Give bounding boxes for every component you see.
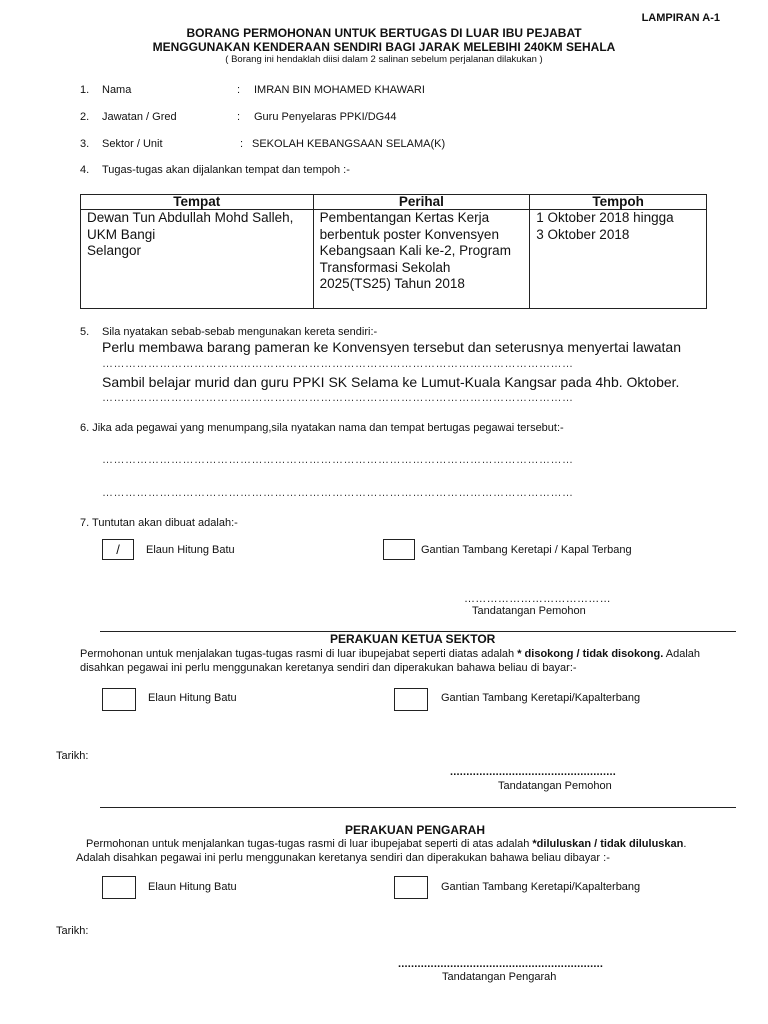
table-row [81, 210, 707, 309]
dotted-line[interactable]: …………………………………………………………………………………………………………… [102, 487, 574, 499]
perihal-line: Transformasi Sekolah [319, 259, 451, 275]
reason-answer-1[interactable]: Perlu membawa barang pameran ke Konvensyen tersebut dan seterusnya menyertai lawatan [102, 339, 681, 355]
checkbox-ks-elaun[interactable] [102, 688, 136, 711]
perihal-line: 2025(TS25) Tahun 2018 [319, 276, 465, 291]
pengarah-para-text-end: . [683, 838, 687, 850]
field-sector-num: 3. [80, 138, 90, 150]
perihal-line: Kebangsaan Kali ke-2, Program [319, 243, 511, 258]
field-sector-label: Sektor / Unit [102, 138, 163, 150]
field-position-label: Jawatan / Gred [102, 111, 177, 123]
label-gantian-tambang: Gantian Tambang Keretapi / Kapal Terbang [421, 544, 632, 556]
checkbox-pg-elaun[interactable] [102, 876, 136, 899]
item6-text: 6. Jika ada pegawai yang menumpang,sila nyatakan nama dan tempat bertugas pegawai tersebut:- [80, 422, 564, 434]
pengarah-para-text: Permohonan untuk menjalankan tugas-tugas rasmi di luar ibupejabat seperti di atas adalah [86, 838, 533, 850]
pengarah-decision[interactable]: *diluluskan / tidak diluluskan [532, 838, 684, 850]
field-name-value[interactable]: IMRAN BIN MOHAMED KHAWARI [254, 84, 425, 96]
signature-line[interactable]: ............................................................... [398, 958, 604, 970]
tempat-line: Dewan Tun Abdullah Mohd Salleh, [87, 210, 294, 225]
perihal-line: Pembentangan Kertas Kerja [319, 210, 490, 225]
cell-tempat[interactable] [81, 210, 314, 309]
label-ks-gantian: Gantian Tambang Keretapi/Kapalterbang [441, 692, 641, 704]
table-header-perihal: Perihal [313, 195, 530, 210]
ketua-sektor-para-text: Permohonan untuk menjalakan tugas-tugas rasmi di luar ibupejabat seperti diatas adalah [80, 648, 518, 660]
signature-label-pemohon-2: Tandatangan Pemohon [498, 780, 612, 792]
form-subtitle: ( Borang ini hendaklah diisi dalam 2 salinan sebelum perjalanan dilakukan ) [225, 54, 543, 65]
item5-num: 5. [80, 326, 90, 338]
signature-line[interactable]: ................................................... [450, 766, 617, 778]
dotted-line: …………………………………………………………………………………………………………… [102, 392, 574, 404]
field-name-sep: : [237, 84, 241, 96]
form-title-line1: BORANG PERMOHONAN UNTUK BERTUGAS DI LUAR IBU PEJABAT [186, 26, 582, 40]
table-header-tempoh: Tempoh [530, 195, 707, 210]
reason-answer-2[interactable]: Sambil belajar murid dan guru PPKI SK Selama ke Lumut-Kuala Kangsar pada 4hb. Oktober. [102, 374, 680, 390]
cell-tempoh[interactable] [530, 210, 707, 309]
tempoh-line: 1 Oktober 2018 hingga [536, 210, 674, 225]
cell-perihal[interactable] [313, 210, 530, 309]
field-sector-sep: : [240, 138, 244, 150]
signature-label-pemohon: Tandatangan Pemohon [472, 605, 586, 617]
perihal-line: berbentuk poster Konvensyen [319, 226, 499, 242]
checkbox-pg-gantian[interactable] [394, 876, 428, 899]
checkbox-ks-gantian[interactable] [394, 688, 428, 711]
field-position-num: 2. [80, 111, 90, 123]
field-position-value[interactable]: Guru Penyelaras PPKI/DG44 [254, 111, 397, 123]
item7-text: 7. Tuntutan akan dibuat adalah:- [80, 517, 238, 529]
table-header-tempat: Tempat [81, 195, 314, 210]
tarikh-label: Tarikh: [56, 925, 89, 937]
signature-line[interactable]: ………………………………… [464, 593, 611, 605]
label-elaun-hitung-batu: Elaun Hitung Batu [146, 544, 235, 556]
label-ks-elaun: Elaun Hitung Batu [148, 692, 237, 704]
form-title-line2: MENGGUNAKAN KENDERAAN SENDIRI BAGI JARAK MELEBIHI 240KM SEHALA [152, 40, 616, 54]
tarikh-label: Tarikh: [56, 750, 89, 762]
pengarah-paragraph-2: Adalah disahkan pegawai ini perlu menggunakan keretanya sendiri dan diperakukan bahawa beliau dibayar :- [76, 852, 610, 864]
section-title-ketua-sektor: PERAKUAN KETUA SEKTOR [330, 632, 496, 646]
ketua-sektor-para-text-end: Adalah [663, 648, 700, 660]
field-sector-value[interactable]: SEKOLAH KEBANGSAAN SELAMA(K) [252, 138, 446, 150]
field-name-num: 1. [80, 84, 90, 96]
item5-text: Sila nyatakan sebab-sebab mengunakan kereta sendiri:- [102, 326, 378, 338]
ketua-sektor-decision[interactable]: * disokong / tidak disokong. [517, 648, 664, 660]
checkbox-gantian-tambang[interactable] [383, 539, 415, 560]
ketua-sektor-paragraph-1 [80, 647, 740, 661]
item4-text: Tugas-tugas akan dijalankan tempat dan tempoh :- [102, 164, 350, 176]
pengarah-paragraph-1 [86, 837, 746, 851]
checkbox-elaun-hitung-batu[interactable]: / [102, 539, 134, 560]
label-pg-elaun: Elaun Hitung Batu [148, 881, 237, 893]
item4-num: 4. [80, 164, 90, 176]
field-position-sep: : [237, 111, 241, 123]
attachment-label: LAMPIRAN A-1 [641, 12, 720, 24]
tempat-line: UKM Bangi [87, 226, 156, 242]
section-title-pengarah: PERAKUAN PENGARAH [345, 823, 486, 837]
tempoh-line: 3 Oktober 2018 [536, 226, 630, 242]
label-pg-gantian: Gantian Tambang Keretapi/Kapalterbang [441, 881, 641, 893]
field-name-label: Nama [102, 84, 132, 96]
dotted-line[interactable]: …………………………………………………………………………………………………………… [102, 454, 574, 466]
tasks-table [80, 194, 707, 309]
signature-label-pengarah: Tandatangan Pengarah [442, 971, 557, 983]
section-divider [100, 807, 736, 808]
dotted-line: …………………………………………………………………………………………………………… [102, 358, 574, 370]
ketua-sektor-paragraph-2: disahkan pegawai ini perlu menggunakan keretanya sendiri dan diperakukan bahawa beliau di bayar:- [80, 662, 577, 674]
tempat-line: Selangor [87, 243, 142, 258]
